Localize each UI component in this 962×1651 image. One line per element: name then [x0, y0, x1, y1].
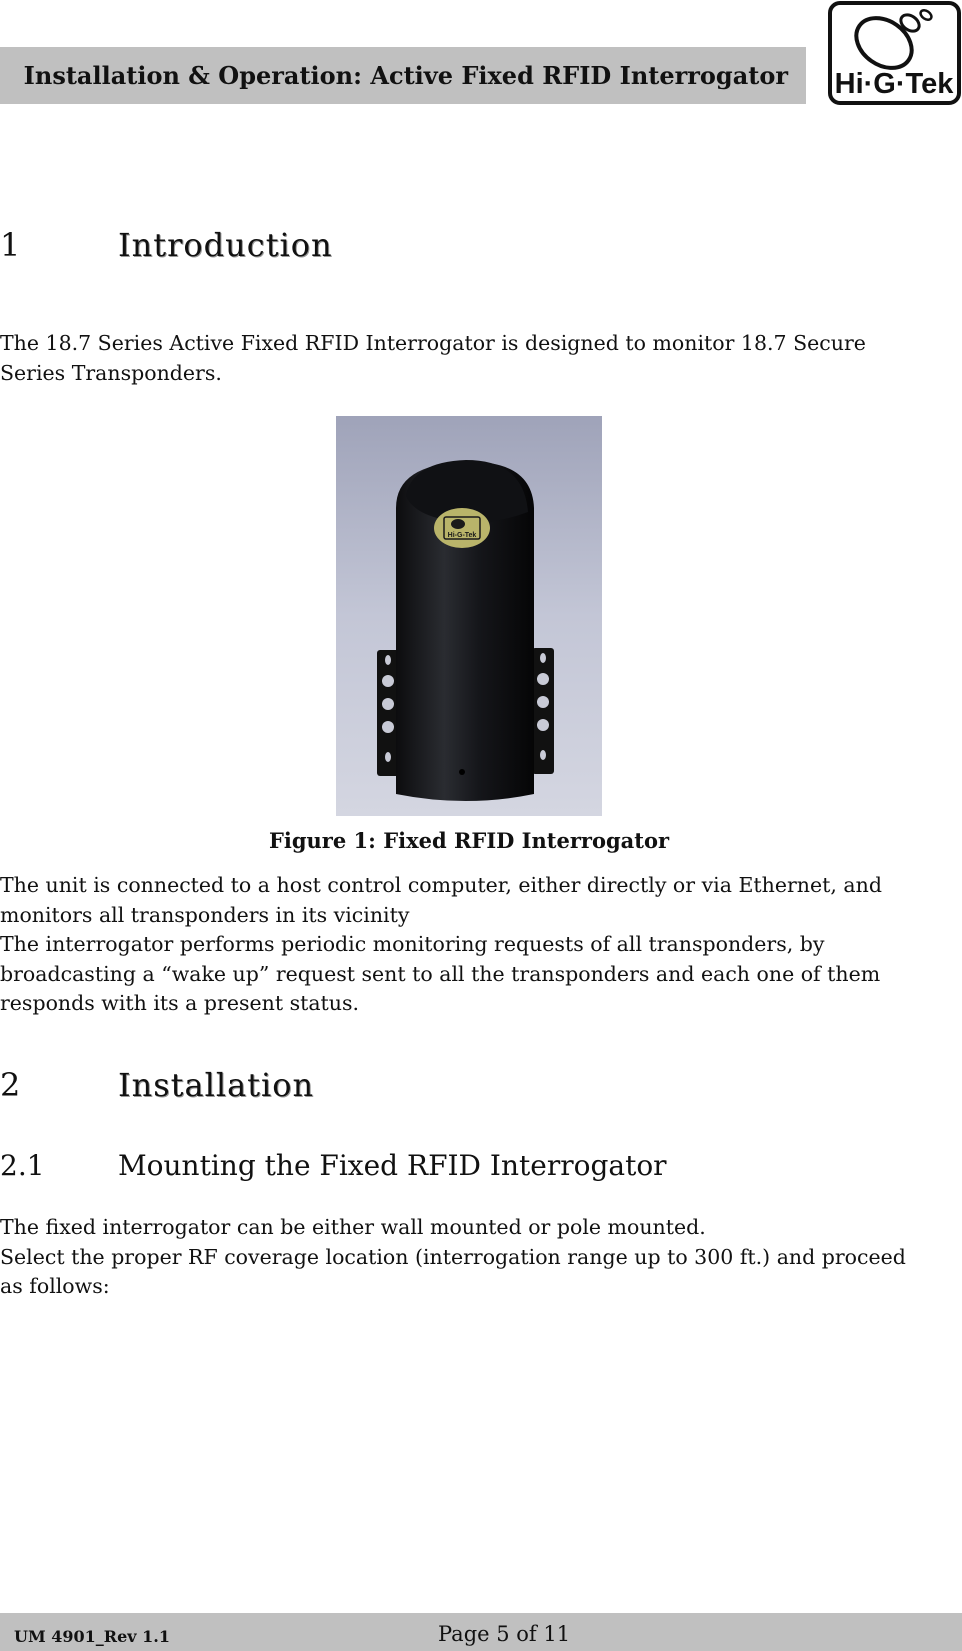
text-line: broadcasting a “wake up” request sent to all the transponders and each one of them: [0, 961, 881, 986]
mounting-paragraph: [0, 1213, 930, 1302]
text-line: responds with its a present status.: [0, 991, 360, 1015]
intro-paragraph: [0, 329, 930, 388]
text-line: as follows:: [0, 1274, 110, 1298]
text-line: The unit is connected to a host control computer, either directly or via Ethernet, and: [0, 873, 882, 897]
subsection-title: Mounting the Fixed RFID Interrogator: [118, 1149, 667, 1182]
hi-g-tek-logo: [828, 1, 961, 105]
text-line: monitors all transponders in its vicinity: [0, 902, 410, 927]
section-title: Installation: [118, 1066, 315, 1104]
section-number: 1: [0, 226, 22, 264]
header-bar: [0, 47, 806, 104]
section-number: 2: [0, 1066, 22, 1104]
badge-text: Hi-G-Tek: [447, 532, 477, 539]
body-paragraph: [0, 871, 930, 1019]
subsection-number: 2.1: [0, 1149, 45, 1182]
section-title: Introduction: [118, 226, 333, 264]
document-title: Installation & Operation: Active Fixed RFID Interrogator: [23, 61, 788, 90]
text-line: The 18.7 Series Active Fixed RFID Interrogator is designed to monitor 18.7 Secure: [0, 331, 866, 355]
text-line: The interrogator performs periodic monitoring requests of all transponders, by: [0, 932, 825, 956]
text-line: Series Transponders.: [0, 360, 222, 385]
interrogator-photo: [336, 416, 602, 816]
text-line: Select the proper RF coverage location (interrogation range up to 300 ft.) and proceed: [0, 1244, 906, 1269]
svg-text:Hi·G·Tek: Hi·G·Tek: [834, 68, 954, 100]
document-id: UM 4901_Rev 1.1: [14, 1627, 170, 1646]
page-number: Page 5 of 11: [438, 1622, 571, 1646]
figure-caption: Figure 1: Fixed RFID Interrogator: [268, 828, 670, 853]
text-line: The fixed interrogator can be either wall mounted or pole mounted.: [0, 1215, 706, 1239]
